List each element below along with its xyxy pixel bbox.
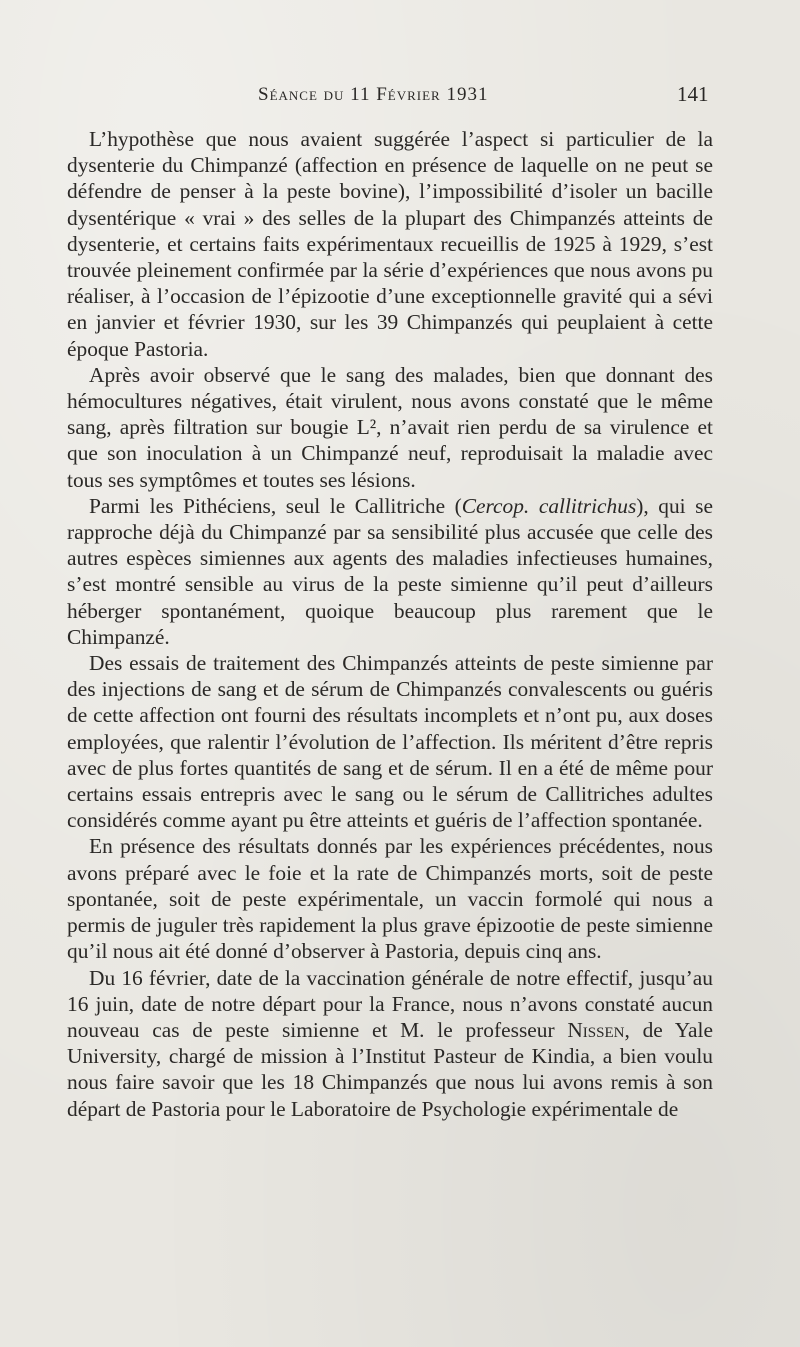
paragraph-6 [67,965,713,1122]
running-title: Séance du 11 Février 1931 [258,84,489,105]
paragraph-6-text-start: Du 16 février, date de la vaccination générale de notre effectif, jusqu’au 16 juin, date de notre départ pour la France, nous n’avons constaté aucun nouveau cas de peste simienne et M. le professeur [67,965,713,1042]
paragraph-2: Après avoir observé que le sang des malades, bien que donnant des hémocultures négatives, était virulent, nous avons constaté que le même sang, après filtration sur bougie L², n’avait rien perdu de sa virulence et que son inoculation à un Chimpanzé neuf, reproduisait la maladie avec tous ses symptômes et toutes ses lésions. [67,362,713,492]
page-number: 141 [677,82,709,106]
paragraph-3 [67,493,713,650]
author-name: Nissen [567,1017,625,1042]
paragraph-3-text-start: Parmi les Pithéciens, seul le Callitriche ( [89,493,462,518]
paragraph-6-text-end: , de Yale University, chargé de mission à l’Institut Pasteur de Kindia, a bien voulu nous faire savoir que les 18 Chimpanzés que nous lui avons remis à son départ de Pastoria pour le Laboratoire de Psychologie expérimentale de [67,1017,713,1121]
paragraph-3-text-end: ), qui se rapproche déjà du Chimpanzé par sa sensibilité plus accusée que celle des autres espèces simiennes aux agents des maladies infectieuses humaines, s’est montré sensible au virus de la peste simienne qu’il peut d’ailleurs héberger spontanément, quoique beaucoup plus rarement que le Chimpanzé. [67,493,713,649]
paragraph-1: L’hypothèse que nous avaient suggérée l’aspect si particulier de la dysenterie du Chimpanzé (affection en présence de laquelle on ne peut se défendre de penser à la peste bovine), l’impossibilité d’isoler un bacille dysentérique « vrai » des selles de la plupart des Chimpanzés atteints de dysenterie, et certains faits expérimentaux recueillis de 1925 à 1929, s’est trouvée pleinement confirmée par la série d’expériences que nous avons pu réaliser, à l’occasion de l’épizootie d’une exceptionnelle gravité qui a sévi en janvier et février 1930, sur les 39 Chimpanzés qui peuplaient à cette époque Pastoria. [67,127,713,361]
running-head [0,80,800,110]
paragraph-5: En présence des résultats donnés par les expériences précédentes, nous avons préparé avec le foie et la rate de Chimpanzés morts, soit de peste spontanée, soit de peste expérimentale, un vaccin formolé qui nous a permis de juguler très rapidement la plus grave épizootie de peste simienne qu’il nous ait été donné d’observer à Pastoria, depuis cinq ans. [67,834,713,964]
paragraph-4: Des essais de traitement des Chimpanzés atteints de peste simienne par des injections de sang et de sérum de Chimpanzés convalescents ou guéris de cette affection ont fourni des résultats incomplets et n’ont pu, aux doses employées, que ralentir l’évolution de l’affection. Ils méritent d’être repris avec de plus fortes quantités de sang et de sérum. Il en a été de même pour certains essais entrepris avec le sang ou le sérum de Callitriches adultes considérés comme ayant pu être atteints et guéris de l’affection spontanée. [67,651,713,833]
body-text [67,126,713,1122]
species-name: Cercop. callitrichus [461,493,637,518]
